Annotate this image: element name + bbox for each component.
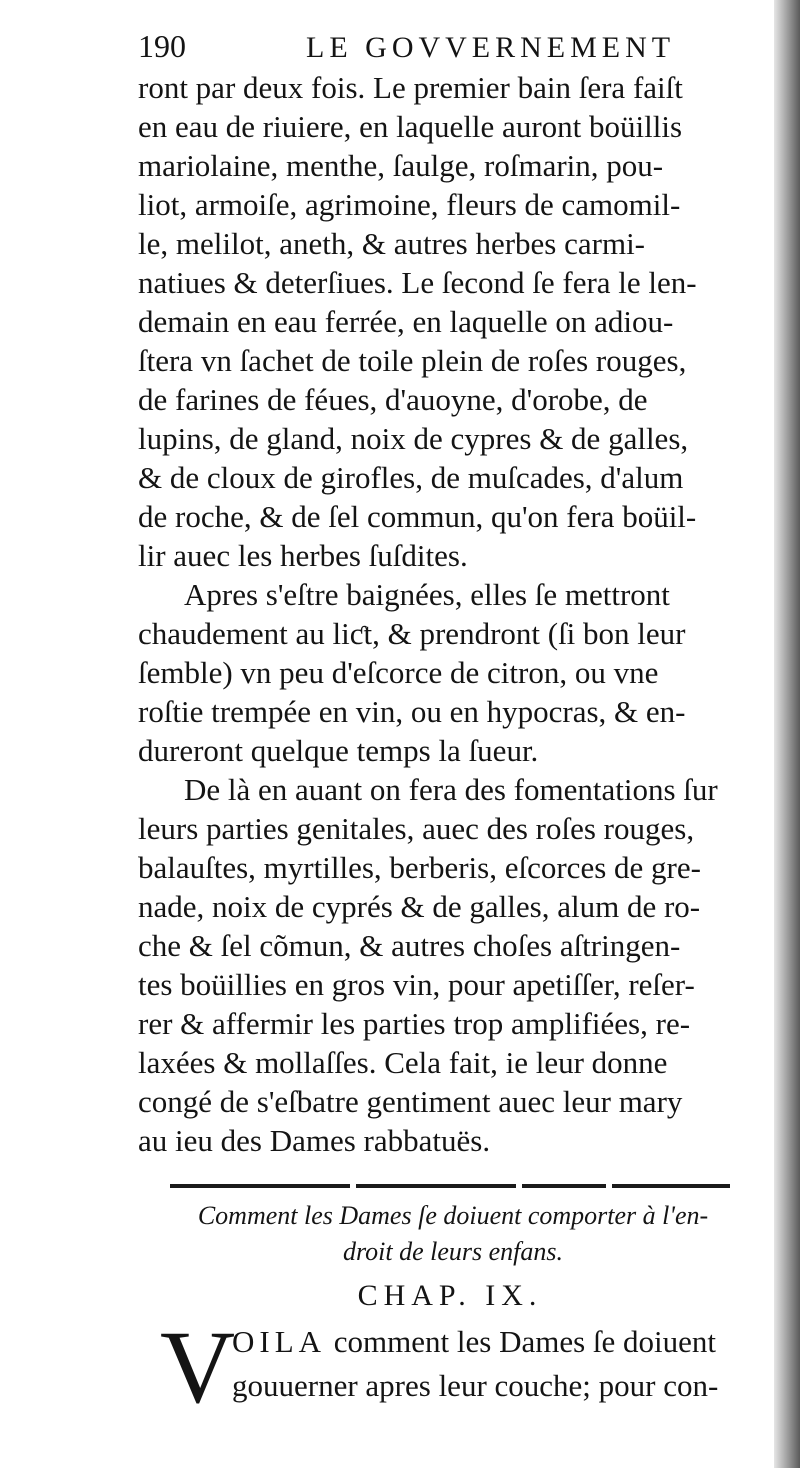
rule-segment bbox=[612, 1184, 730, 1188]
rule-segment bbox=[522, 1184, 606, 1188]
paragraph bbox=[138, 770, 738, 1160]
opening-line-rest: comment les Dames ſe doiuent bbox=[326, 1324, 717, 1359]
text-line: au ieu des Dames rabbatuës. bbox=[138, 1123, 491, 1158]
chapter-opening bbox=[138, 1310, 738, 1430]
text-line: rer & affermir les parties trop amplifiées, re- bbox=[138, 1006, 691, 1041]
paragraph bbox=[138, 68, 738, 575]
text-line: Apres s'eſtre baignées, elles ſe mettront bbox=[184, 577, 670, 612]
text-line: balauſtes, myrtilles, berberis, eſcorces de gre- bbox=[138, 850, 701, 885]
page-number: 190 bbox=[138, 28, 186, 64]
text-line: de roche, & de ſel commun, qu'on fera boüil- bbox=[138, 499, 697, 534]
text-line: dureront quelque temps la ſueur. bbox=[138, 733, 539, 768]
text-line: de farines de féues, d'auoyne, d'orobe, de bbox=[138, 382, 648, 417]
text-line: natiues & deterſiues. Le ſecond ſe fera le len- bbox=[138, 265, 697, 300]
text-line: le, melilot, aneth, & autres herbes carmi- bbox=[138, 226, 646, 261]
text-line: en eau de riuiere, en laquelle auront boüillis bbox=[138, 109, 683, 144]
text-line: nade, noix de cyprés & de galles, alum de ro- bbox=[138, 889, 701, 924]
drop-cap: V bbox=[160, 1310, 236, 1425]
text-line: demain en eau ferrée, en laquelle on adiou- bbox=[138, 304, 674, 339]
section-rule bbox=[170, 1182, 730, 1190]
body-text bbox=[138, 68, 738, 1160]
text-line: laxées & mollaſſes. Cela fait, ie leur donne bbox=[138, 1045, 668, 1080]
rule-segment bbox=[170, 1184, 350, 1188]
opening-first-word: OILA bbox=[232, 1324, 327, 1359]
text-line: ſtera vn ſachet de toile plein de roſes rouges, bbox=[138, 343, 687, 378]
page-gutter-shadow bbox=[774, 0, 800, 1468]
text-block bbox=[138, 28, 738, 1430]
chapter-number: CHAP. IX. bbox=[357, 1279, 543, 1312]
text-line: chaudement au liƈt, & prendront (ſi bon leur bbox=[138, 616, 686, 651]
running-title: LE GOVVERNEMENT bbox=[306, 31, 676, 64]
chapter-title-line: droit de leurs enfans. bbox=[342, 1237, 564, 1266]
text-line: lupins, de gland, noix de cypres & de galles, bbox=[138, 421, 689, 456]
text-line: De là en auant on fera des fomentations ſur bbox=[184, 772, 718, 807]
text-line: congé de s'eſbatre gentiment auec leur mary bbox=[138, 1084, 683, 1119]
text-line: roſtie trempée en vin, ou en hypocras, & en- bbox=[138, 694, 686, 729]
text-line: tes boüillies en gros vin, pour apetiſſer, reſer- bbox=[138, 967, 695, 1002]
chapter-title-line: Comment les Dames ſe doiuent comporter à l'en- bbox=[197, 1201, 709, 1230]
chapter-title bbox=[138, 1198, 738, 1270]
text-line: liot, armoiſe, agrimoine, fleurs de camomil- bbox=[138, 187, 681, 222]
text-line: che & ſel cõmun, & autres choſes aſtringen- bbox=[138, 928, 681, 963]
text-line: & de cloux de girofles, de muſcades, d'alum bbox=[138, 460, 684, 495]
text-line: ront par deux fois. Le premier bain ſera faiſt bbox=[138, 70, 683, 105]
text-line: lir auec les herbes ſuſdites. bbox=[138, 538, 468, 573]
running-head bbox=[138, 28, 738, 68]
text-line: ſemble) vn peu d'eſcorce de citron, ou vne bbox=[138, 655, 659, 690]
paragraph bbox=[138, 575, 738, 770]
opening-line: gouuerner apres leur couche; pour con- bbox=[232, 1368, 719, 1403]
text-line: leurs parties genitales, auec des roſes rouges, bbox=[138, 811, 695, 846]
rule-segment bbox=[356, 1184, 516, 1188]
text-line: mariolaine, menthe, ſaulge, roſmarin, pou- bbox=[138, 148, 664, 183]
opening-line bbox=[232, 1322, 716, 1362]
